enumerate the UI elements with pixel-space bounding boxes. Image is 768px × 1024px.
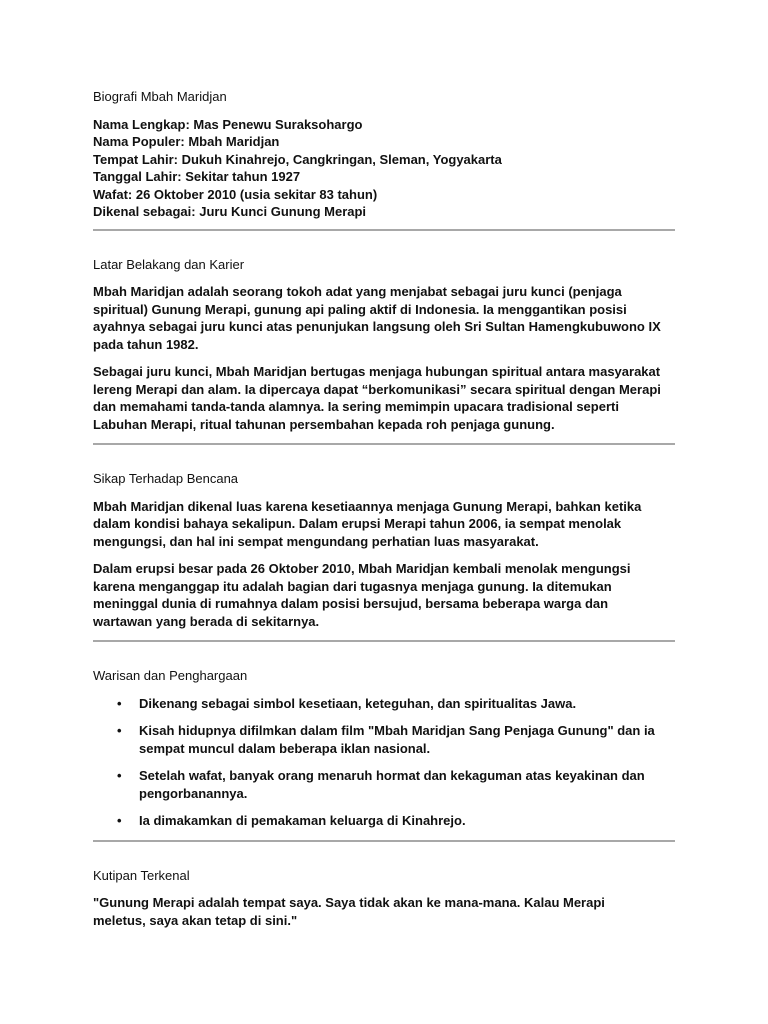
bullet-icon: • [117, 695, 122, 711]
background-paragraph-1: Mbah Maridjan adalah seorang tokoh adat yang menjabat sebagai juru kunci (penjaga spiritual) Gunung Merapi, gunung api paling aktif di Indonesia. Ia menggantikan posisi ayahnya sebagai juru kunci atas penunjukan langsung oleh Sri Sultan Hamengkubuwono IX pada tahun 1982. [93, 284, 661, 352]
bio-known-as: Dikenal sebagai: Juru Kunci Gunung Merapi [93, 204, 367, 219]
disaster-paragraph-1: Mbah Maridjan dikenal luas karena kesetiaannya menjaga Gunung Merapi, bahkan ketika dalam kondisi bahaya sekalipun. Dalam erupsi Merapi tahun 2006, ia sempat menolak mengungsi, dan hal ini sempat mengundang perhatian luas masyarakat. [93, 498, 642, 549]
list-item [93, 767, 661, 802]
list-item-text: Setelah wafat, banyak orang menaruh hormat dan kekaguman atas keyakinan dan pengorbanannya. [139, 768, 645, 801]
section-divider [93, 640, 675, 642]
section-heading-background: Latar Belakang dan Karier [93, 256, 245, 272]
famous-quote: "Gunung Merapi adalah tempat saya. Saya tidak akan ke mana-mana. Kalau Merapi meletus, saya akan tetap di sini." [93, 895, 605, 928]
section-heading-quote: Kutipan Terkenal [93, 867, 190, 883]
background-paragraph-2: Sebagai juru kunci, Mbah Maridjan bertugas menjaga hubungan spiritual antara masyarakat lereng Merapi dan alam. Ia dipercaya dapat “berkomunikasi” secara spiritual dengan Merapi dan memahami tanda-tanda alamnya. Ia sering memimpin upacara tradisional seperti Labuhan Merapi, ritual tahunan persembahan kepada roh penjaga gunung. [93, 364, 661, 432]
section-divider [93, 840, 675, 842]
list-item [93, 695, 661, 713]
bio-birthdate: Tanggal Lahir: Sekitar tahun 1927 [93, 169, 301, 184]
bullet-icon: • [117, 813, 122, 828]
list-item [93, 722, 661, 757]
section-divider [93, 443, 675, 445]
list-item-text: Ia dimakamkan di pemakaman keluarga di Kinahrejo. [139, 813, 466, 828]
list-item-text: Kisah hidupnya difilmkan dalam film "Mbah Maridjan Sang Penjaga Gunung" dan ia sempat muncul dalam beberapa iklan nasional. [139, 723, 655, 756]
background-section [93, 256, 675, 434]
bio-section [93, 88, 675, 221]
bullet-icon: • [117, 768, 122, 783]
list-item [93, 812, 661, 830]
legacy-list [93, 695, 661, 830]
bio-info-list [93, 116, 675, 221]
section-divider [93, 229, 675, 231]
bio-birthplace: Tempat Lahir: Dukuh Kinahrejo, Cangkringan, Sleman, Yogyakarta [93, 151, 502, 167]
disaster-section [93, 470, 675, 630]
legacy-section [93, 667, 675, 830]
quote-section [93, 867, 675, 930]
section-heading-disaster: Sikap Terhadap Bencana [93, 471, 239, 486]
bio-death: Wafat: 26 Oktober 2010 (usia sekitar 83 tahun) [93, 186, 378, 202]
bio-full-name: Nama Lengkap: Mas Penewu Suraksohargo [93, 116, 363, 132]
disaster-paragraph-2: Dalam erupsi besar pada 26 Oktober 2010, Mbah Maridjan kembali menolak mengungsi karena menganggap itu adalah bagian dari tugasnya menjaga gunung. Ia ditemukan meninggal dunia di rumahnya dalam posisi bersujud, bersama beberapa warga dan wartawan yang berada di sekitarnya. [93, 561, 631, 629]
document-title: Biografi Mbah Maridjan [93, 89, 227, 104]
bullet-icon: • [117, 723, 122, 738]
list-item-text: Dikenang sebagai simbol kesetiaan, keteguhan, dan spiritualitas Jawa. [139, 695, 577, 711]
bio-popular-name: Nama Populer: Mbah Maridjan [93, 134, 280, 149]
section-heading-legacy: Warisan dan Penghargaan [93, 668, 248, 683]
